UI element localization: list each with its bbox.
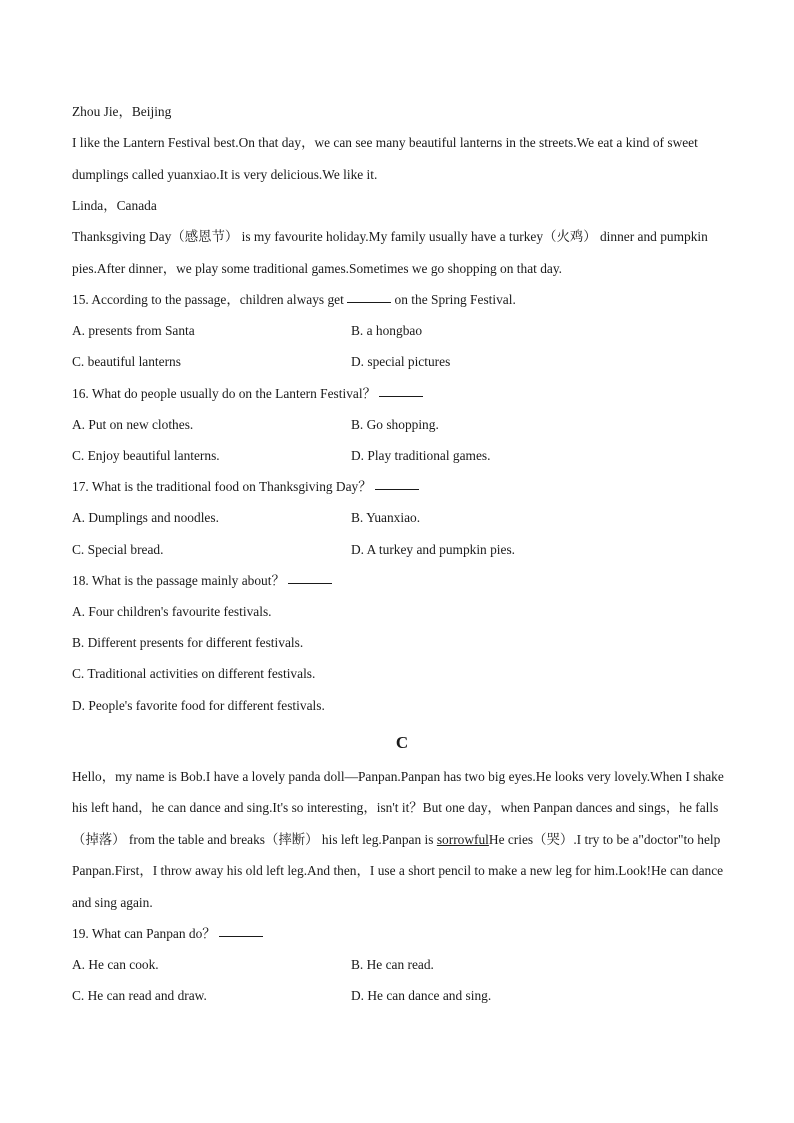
question-stem: 19. What can Panpan do？	[72, 925, 216, 941]
option-c[interactable]: C. beautiful lanterns	[72, 354, 181, 370]
option-a[interactable]: A. presents from Santa	[72, 323, 195, 339]
question-stem: 17. What is the traditional food on Thanksgiving Day？	[72, 479, 372, 495]
option-d[interactable]: D. A turkey and pumpkin pies.	[351, 541, 516, 557]
passage-c-text	[72, 761, 732, 918]
option-d[interactable]: D. special pictures	[351, 354, 451, 370]
question-17	[72, 471, 732, 502]
option-c[interactable]: C. Special bread.	[72, 541, 164, 557]
option-a[interactable]: A. Four children's favourite festivals.	[72, 604, 272, 620]
option-a[interactable]: A. He can cook.	[72, 957, 159, 973]
options-row	[72, 409, 732, 440]
answer-blank[interactable]	[219, 935, 263, 937]
option-b[interactable]: B. Go shopping.	[351, 416, 439, 432]
passage-author-1: Zhou Jie，Beijing	[72, 104, 172, 119]
option-b[interactable]: B. Yuanxiao.	[351, 510, 421, 526]
question-tail: on the Spring Festival.	[394, 292, 516, 308]
question-16	[72, 378, 732, 409]
answer-blank[interactable]	[347, 301, 391, 303]
passage-c-text-before: Hello，my name is Bob.I have a lovely panda doll—Panpan.Panpan has two big eyes.He looks very lovely.When I shake his left hand，he can dance and sing.It's so interesting，isn't it？But one day，when Panpan dances and sings，he falls（掉落） from the table and breaks（摔断） his left leg.Panpan is	[72, 768, 724, 847]
options-row	[72, 315, 732, 346]
options-row	[72, 502, 732, 533]
options-row	[72, 346, 732, 377]
underlined-word: sorrowful	[436, 831, 489, 847]
option-d[interactable]: D. He can dance and sing.	[351, 988, 492, 1004]
option-c[interactable]: C. He can read and draw.	[72, 988, 207, 1004]
option-d[interactable]: D. Play traditional games.	[351, 448, 491, 464]
option-b[interactable]: B. Different presents for different festivals.	[72, 635, 304, 651]
options-row	[72, 534, 732, 565]
option-b[interactable]: B. a hongbao	[351, 323, 423, 339]
option-c[interactable]: C. Enjoy beautiful lanterns.	[72, 448, 220, 464]
option-c[interactable]: C. Traditional activities on different festivals.	[72, 666, 316, 682]
option-a[interactable]: A. Put on new clothes.	[72, 416, 194, 432]
question-stem: 18. What is the passage mainly about？	[72, 572, 285, 588]
question-stem: 16. What do people usually do on the Lantern Festival？	[72, 385, 376, 401]
options-row	[72, 980, 732, 1011]
section-heading: C	[395, 732, 409, 752]
option-b[interactable]: B. He can read.	[351, 957, 434, 973]
question-stem: 15. According to the passage，children always get	[72, 292, 344, 308]
answer-blank[interactable]	[375, 488, 419, 490]
question-19	[72, 918, 732, 949]
option-d[interactable]: D. People's favorite food for different festivals.	[72, 697, 325, 713]
answer-blank[interactable]	[379, 395, 423, 397]
options-row	[72, 440, 732, 471]
question-18	[72, 565, 732, 596]
question-15	[72, 284, 732, 315]
options-row	[72, 949, 732, 980]
answer-blank[interactable]	[288, 582, 332, 584]
option-a[interactable]: A. Dumplings and noodles.	[72, 510, 219, 526]
passage-text-1: I like the Lantern Festival best.On that day，we can see many beautiful lanterns in the streets.We eat a kind of sweet dumplings called yuanxiao.It is very delicious.We like it.	[72, 135, 698, 182]
document-page	[72, 96, 732, 1012]
passage-text-2: Thanksgiving Day（感恩节） is my favourite holiday.My family usually have a turkey（火鸡） dinner and pumpkin pies.After dinner，we play some traditional games.Sometimes we go shopping on that day.	[72, 229, 708, 276]
passage-c-text-after: He cries（哭）.I try to be a"doctor"to help Panpan.First，I throw away his old left leg.And then，I use a short pencil to make a new leg for him.Look!He can dance and sing again.	[72, 831, 724, 910]
passage-author-2: Linda，Canada	[72, 198, 157, 214]
